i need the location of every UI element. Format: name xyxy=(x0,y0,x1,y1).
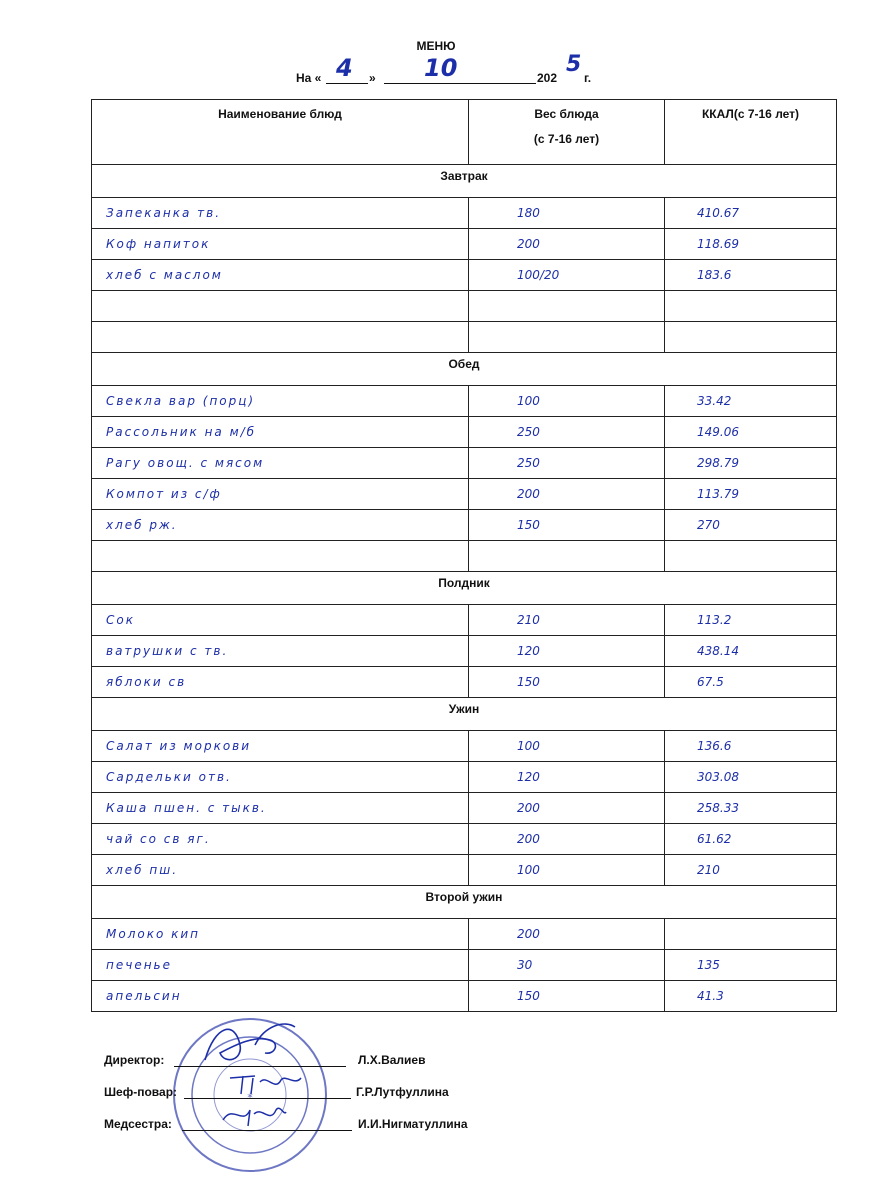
table-row xyxy=(92,386,837,417)
dish-cell: Коф напиток xyxy=(92,229,469,260)
table-row xyxy=(92,762,837,793)
section-title: Обед xyxy=(92,353,837,386)
weight-cell: 30 xyxy=(469,950,665,981)
weight-cell: 200 xyxy=(469,229,665,260)
table-row xyxy=(92,636,837,667)
weight-cell: 100 xyxy=(469,731,665,762)
dish-cell xyxy=(92,322,469,353)
date-month: 10 xyxy=(424,54,458,82)
director-signature-row: Директор: Л.Х.Валиев xyxy=(104,1053,426,1067)
weight-cell: 150 xyxy=(469,981,665,1012)
table-row xyxy=(92,229,837,260)
kcal-cell: 61.62 xyxy=(665,824,837,855)
col-kcal-header: ККАЛ(с 7-16 лет) xyxy=(665,100,837,165)
dish-cell: Компот из с/ф xyxy=(92,479,469,510)
table-row xyxy=(92,322,837,353)
table-row xyxy=(92,950,837,981)
kcal-cell xyxy=(665,541,837,572)
table-row xyxy=(92,198,837,229)
date-sep: » xyxy=(369,71,376,85)
weight-cell: 120 xyxy=(469,762,665,793)
kcal-cell: 136.6 xyxy=(665,731,837,762)
dish-cell xyxy=(92,541,469,572)
dish-cell: яблоки св xyxy=(92,667,469,698)
kcal-cell xyxy=(665,322,837,353)
menu-table xyxy=(91,99,837,1012)
weight-cell: 250 xyxy=(469,417,665,448)
table-row xyxy=(92,510,837,541)
section-row xyxy=(92,572,837,605)
table-row xyxy=(92,448,837,479)
table-row xyxy=(92,260,837,291)
section-title: Завтрак xyxy=(92,165,837,198)
kcal-cell: 149.06 xyxy=(665,417,837,448)
page-title: МЕНЮ xyxy=(416,39,456,53)
weight-cell: 200 xyxy=(469,793,665,824)
kcal-cell: 438.14 xyxy=(665,636,837,667)
table-row xyxy=(92,793,837,824)
weight-cell: 120 xyxy=(469,636,665,667)
date-year-digit: 5 xyxy=(566,52,582,77)
kcal-cell: 67.5 xyxy=(665,667,837,698)
kcal-cell: 183.6 xyxy=(665,260,837,291)
chef-handwritten-signature xyxy=(225,1068,305,1098)
table-row xyxy=(92,731,837,762)
svg-text:✶: ✶ xyxy=(246,1092,254,1102)
col-name-header: Наименование блюд xyxy=(92,100,469,165)
table-row xyxy=(92,291,837,322)
kcal-cell: 118.69 xyxy=(665,229,837,260)
dish-cell: Сок xyxy=(92,605,469,636)
table-row xyxy=(92,981,837,1012)
kcal-cell: 41.3 xyxy=(665,981,837,1012)
section-title: Второй ужин xyxy=(92,886,837,919)
weight-cell: 100 xyxy=(469,386,665,417)
kcal-cell: 303.08 xyxy=(665,762,837,793)
kcal-cell xyxy=(665,919,837,950)
weight-cell: 150 xyxy=(469,510,665,541)
kcal-cell: 135 xyxy=(665,950,837,981)
section-row xyxy=(92,353,837,386)
dish-cell: Запеканка тв. xyxy=(92,198,469,229)
kcal-cell: 258.33 xyxy=(665,793,837,824)
weight-cell: 150 xyxy=(469,667,665,698)
dish-cell: чай со св яг. xyxy=(92,824,469,855)
weight-cell xyxy=(469,541,665,572)
weight-cell: 100 xyxy=(469,855,665,886)
kcal-cell: 113.2 xyxy=(665,605,837,636)
table-row xyxy=(92,605,837,636)
section-title: Полдник xyxy=(92,572,837,605)
dish-cell: апельсин xyxy=(92,981,469,1012)
dish-cell: Свекла вар (порц) xyxy=(92,386,469,417)
dish-cell: ватрушки с тв. xyxy=(92,636,469,667)
weight-cell: 180 xyxy=(469,198,665,229)
table-row xyxy=(92,667,837,698)
weight-cell: 250 xyxy=(469,448,665,479)
date-year-prefix: 202 xyxy=(537,71,558,85)
kcal-cell: 410.67 xyxy=(665,198,837,229)
dish-cell: печенье xyxy=(92,950,469,981)
dish-cell: хлеб с маслом xyxy=(92,260,469,291)
dish-cell: Рагу овощ. с мясом xyxy=(92,448,469,479)
date-suffix: г. xyxy=(584,71,592,85)
kcal-cell: 33.42 xyxy=(665,386,837,417)
kcal-cell: 210 xyxy=(665,855,837,886)
table-row xyxy=(92,855,837,886)
date-line xyxy=(296,52,616,86)
dish-cell: Молоко кип xyxy=(92,919,469,950)
chef-signature-row: Шеф-повар: Г.Р.Лутфуллина xyxy=(104,1085,449,1099)
kcal-cell: 113.79 xyxy=(665,479,837,510)
nurse-handwritten-signature xyxy=(218,1100,288,1130)
nurse-signature-row: Медсестра: И.И.Нигматуллина xyxy=(104,1117,468,1131)
col-weight-header: Вес блюда (с 7-16 лет) xyxy=(469,100,665,165)
dish-cell xyxy=(92,291,469,322)
header-row xyxy=(92,100,837,165)
weight-cell: 100/20 xyxy=(469,260,665,291)
dish-cell: хлеб пш. xyxy=(92,855,469,886)
weight-cell: 200 xyxy=(469,824,665,855)
date-day: 4 xyxy=(336,54,353,82)
dish-cell: Рассольник на м/б xyxy=(92,417,469,448)
weight-cell: 210 xyxy=(469,605,665,636)
dish-cell: Салат из моркови xyxy=(92,731,469,762)
dish-cell: хлеб рж. xyxy=(92,510,469,541)
table-row xyxy=(92,541,837,572)
section-title: Ужин xyxy=(92,698,837,731)
director-handwritten-signature xyxy=(195,1015,305,1070)
weight-cell xyxy=(469,322,665,353)
weight-cell: 200 xyxy=(469,479,665,510)
weight-cell: 200 xyxy=(469,919,665,950)
dish-cell: Каша пшен. с тыкв. xyxy=(92,793,469,824)
table-row xyxy=(92,479,837,510)
section-row xyxy=(92,698,837,731)
kcal-cell xyxy=(665,291,837,322)
table-row xyxy=(92,417,837,448)
table-row xyxy=(92,919,837,950)
weight-cell xyxy=(469,291,665,322)
table-row xyxy=(92,824,837,855)
kcal-cell: 270 xyxy=(665,510,837,541)
dish-cell: Сардельки отв. xyxy=(92,762,469,793)
kcal-cell: 298.79 xyxy=(665,448,837,479)
section-row xyxy=(92,165,837,198)
month-underline xyxy=(384,83,536,84)
date-prefix: На « xyxy=(296,71,322,85)
day-underline xyxy=(326,83,368,84)
section-row xyxy=(92,886,837,919)
